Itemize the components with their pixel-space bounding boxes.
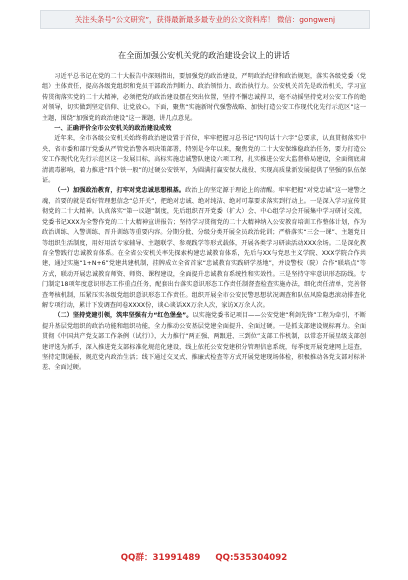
- subsection-1-text: 政治上的坚定源于理论上的清醒。牢牢把握“对党忠诚”这一建警之魂，首要的就是看好管理想信念“总开关”，把绝对忠诚、绝对纯洁、绝对可靠要求落实到行动上。一是深入学习宣传贯彻党的二十大精神。认真落实“第一议题”制度，先后组织召开党委（扩大）会、中心组学习会开展集中学习研讨交流，党委书记XXX为全警作党的二十大精神宣讲报告；坚持学习贯彻党的二十大精神纳入公安教育培训工作整体计划，作为政治训练、入警训练、晋升训练等重要内容。分期分批、分级分类开展全员政治轮训；严格落实“三会一课”、主题党日等组织生活制度，用好用活专家辅导、主题联学、参观践学等形式载体，开展各类学习研读活动XXX余场。二是深化教育全警践行忠诚教育体系。在全省公安机关率先探索构建忠诚教育体系，先后与XX与党思主义学院、XXX学院合作共建，通过实施“1+N+6”党建共建机制，挂牌成立全省首家“忠诚教育实践研学基地”，并设警校（院）合作“联培点”等方式，联动开展忠诚教育师资、师资、课程建设，全面提升忠诚教育系统性和实效性。三是坚持守牢意识形态防线。专门制定18项年度意识形态工作重点任务，配套出台落实意识形态工作责任制督查检查实施办法，细化责任清单，完善督查考核机制，压紧压实各级党组织意识形态工作责任。组织开展全市公安民警思想状况调查和队伍风险隐患滚动排查化解专项行动，累计下发调查问卷XXXX份，谈心谈话XX万余人次，家访X万余人次。: [42, 187, 366, 309]
- subsection-2-heading: （二）坚持党建引领，筑牢坚强有力“红色堡垒”。: [54, 312, 193, 320]
- section-1-heading: 一、正确评价全市公安机关的政治建设成效: [54, 125, 172, 133]
- subsection-2-text: 以实施党委书记项目——公安党建“利剑先锋”工程为牵引，不断提升基层党组织的政治功能和组织功能，全力推动公安基层党建全面提升、全面过硬。一是抓支部建设规标再力。全面贯彻《中国共产党支部工作条例（试行）》，大力推行“两正强、两跟进、三到位”支部工作机制，以常态开展星级支部创建评选为抓手，深入推进党支部标准化规范化建设，线上依托公安党建积分管理信息系统，每季度开展党建网上巡查，坚持定期通报，规范党内政治生活；线下通过交叉式、推廉式检查等方式开展党建现场体检，积极推动各党支部对标补差、全面过硬。: [42, 312, 366, 372]
- subsection-2-paragraph: [42, 311, 366, 373]
- subsection-1-paragraph: [42, 186, 366, 311]
- document-title: 在全面加强公安机关党的政治建设会议上的讲话: [118, 50, 290, 60]
- subsection-1-heading: （一）加强政治教育，打牢对党忠诚思想根基。: [54, 187, 186, 195]
- document-body: [42, 72, 366, 538]
- footer-contact: [0, 551, 408, 563]
- promo-banner: 关注头条号“公文研究”，获得最新最多最专业的公文资料库！ 微信：gongwenj: [40, 10, 370, 29]
- footer-qq-group: QQ群：31991489: [120, 553, 201, 563]
- intro-paragraph: 习近平总书记在党的二十大报告中深刻指出，要加强党的政治建设，严明政治纪律和政治规矩，落实各级党委（党组）主体责任，提高各级党组织和党员干部政治判断力、政治领悟力、政治执行力。公安机关首先是政治机关，学习宣传贯彻落实党的二十大精神，必须把党的政治建设摆在突出位置，坚持不懈忠诚捍卫，毫不动摇坚持党对公安工作的绝对领导，切实做到坚定信仰、让党放心。下面，聚焦“实施新时代强警战略、加快打造公安工作现代化先行示范区”这一主题，围绕“加强党的政治建设”这一课题，讲几点意见。: [42, 73, 366, 122]
- section-1-paragraph: 近年来，全市各级公安机关始终将政治建设置于首位，牢牢把握习总书记“四句话十六字”总要求，认真贯彻落实中央、省市委和部厅党委从严管党治警各项决策部署，特别是今年以来，聚焦党的二十大安保维稳政治任务，要力打造公安工作现代化先行示范区这一发展目标，高标实施忠诚警队建设六项工程，扎实推进公安大监督格局建设，全面彻底肃清流毒影响，着力推进“四个铁一般”的过硬公安铁军，为圆满打赢安保大战役、实现高质量新发展提供了坚强的队伍保证。: [42, 135, 366, 185]
- footer-qq-id: QQ:535304092: [215, 553, 288, 563]
